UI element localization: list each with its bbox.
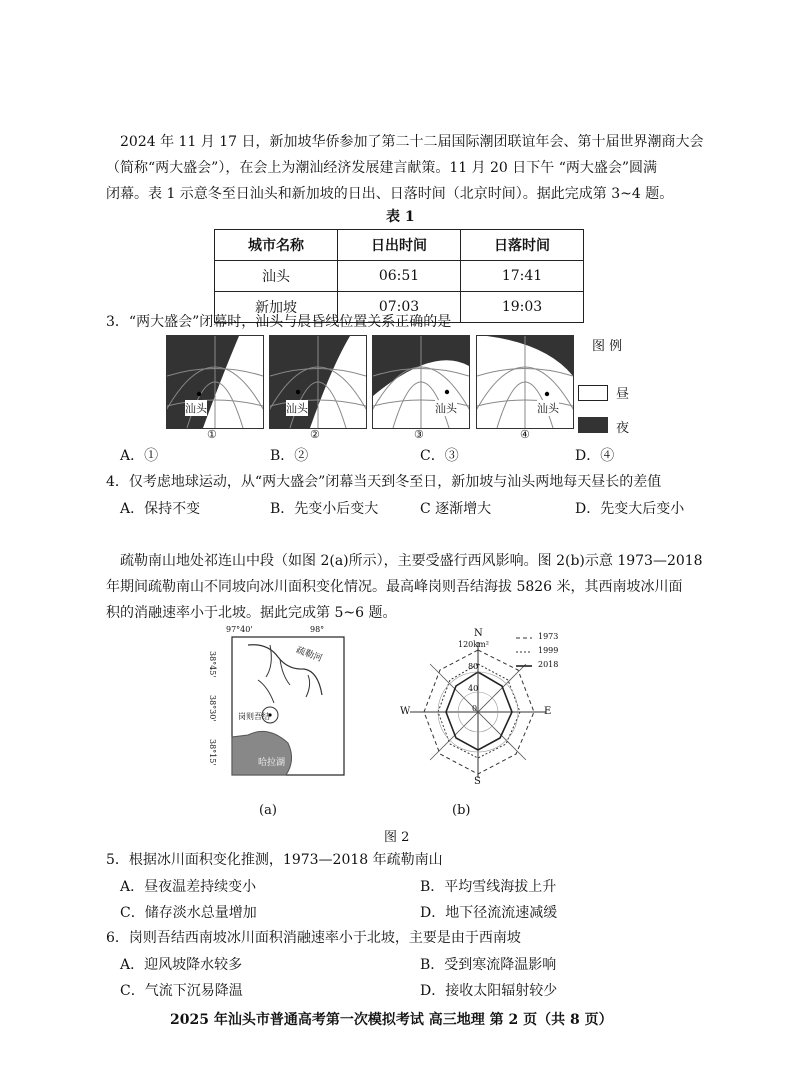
intro1-line2: （简称“两大盛会”），在会上为潮汕经济发展建言献策。11 月 20 日下午 “两大盛会”圆满 [106,160,658,176]
lon-label-1: 97°40' [226,625,253,634]
lat-label-1: 38°45' [208,651,217,678]
rose-east: E [544,706,552,717]
table1-caption: 表 1 [386,209,415,225]
lake-label: 哈拉湖 [258,758,286,768]
intro2-line1: 疏勒南山地处祁连山中段（如图 2(a)所示），主要受盛行西风影响。图 2(b)示意 1973—2018 [120,553,703,569]
rose-north: N [474,628,483,639]
rose-scale: 120km² [458,640,489,649]
rose-south: S [474,776,481,787]
q3-option-d[interactable]: D．④ [575,448,615,464]
shantou-label: 汕头 [286,402,308,415]
q3-option-b[interactable]: B．② [270,448,309,464]
lon-label-2: 98° [310,625,325,634]
table-header: 日落时间 [461,230,584,261]
table-row [215,261,584,292]
q6-option-c[interactable]: C．气流下沉易降温 [120,983,243,999]
q5-option-b[interactable]: B．平均雪线海拔上升 [420,879,557,895]
q3-option-a[interactable]: A．① [120,448,159,464]
table-header: 城市名称 [215,230,338,261]
globe-panel-3 [372,335,470,429]
q5-option-d[interactable]: D．地下径流流速减缓 [420,905,558,921]
table-header-row [215,230,584,261]
panel-label-3: ③ [414,428,424,441]
legend-day-swatch [578,385,608,401]
q4-option-b[interactable]: B．先变小后变大 [270,501,379,517]
legend-title: 图 例 [592,339,623,354]
q6-option-d[interactable]: D．接收太阳辐射较少 [420,983,558,999]
intro1-line1: 2024 年 11 月 17 日，新加坡华侨参加了第二十二届国际潮团联谊年会、第十届世界潮商大会 [120,134,704,150]
q3-option-c[interactable]: C．③ [420,448,459,464]
rose-tick: 80 [468,662,479,671]
figure-2a-label: (a) [259,803,277,818]
table1 [214,229,584,323]
globe-panel-1 [166,335,264,429]
panel-label-4: ④ [520,428,530,441]
page-footer: 2025 年汕头市普通高考第一次模拟考试 高三地理 第 2 页（共 8 页） [170,1012,613,1028]
figure-2a-map [208,625,348,785]
legend-night-label: 夜 [616,421,630,436]
panel-label-1: ① [207,428,217,441]
legend-day-label: 昼 [616,387,630,402]
q6-option-b[interactable]: B．受到寒流降温影响 [420,957,557,973]
panel-label-2: ② [310,428,320,441]
globe-panel-2 [269,335,367,429]
q4-option-c[interactable]: C 逐渐增大 [420,501,492,517]
table-cell: 06:51 [338,261,461,292]
legend-night-swatch [578,417,608,433]
q5-option-a[interactable]: A．昼夜温差持续变小 [120,879,257,895]
globe-panel-4 [476,335,574,429]
table-cell: 新加坡 [215,292,338,323]
table-cell: 汕头 [215,261,338,292]
rose-tick: 40 [468,684,479,693]
shantou-label: 汕头 [537,402,559,415]
q5-stem: 5．根据冰川面积变化推测，1973—2018 年疏勒南山 [106,852,443,868]
q3-stem: 3．“两大盛会”闭幕时，汕头与晨昏线位置关系正确的是 [106,314,452,330]
shantou-label: 汕头 [435,402,457,415]
rose-legend-1973: 1973 [538,632,559,641]
table-cell: 07:03 [338,292,461,323]
rose-west: W [400,706,411,717]
figure-2b-rose [396,628,576,788]
q4-option-d[interactable]: D．先变大后变小 [575,501,685,517]
intro2-line2: 年期间疏勒南山不同坡向冰川面积变化情况。最高峰岗则吾结海拔 5826 米，其西南坡冰川面 [106,579,683,595]
q6-option-a[interactable]: A．迎风坡降水较多 [120,957,243,973]
river-label: 疏勒河 [294,645,324,665]
table-header: 日出时间 [338,230,461,261]
q4-stem: 4．仅考虑地球运动，从“两大盛会”闭幕当天到冬至日，新加坡与汕头两地每天昼长的差值 [106,474,662,490]
table-cell: 19:03 [461,292,584,323]
q6-stem: 6．岗则吾结西南坡冰川面积消融速率小于北坡，主要是由于西南坡 [106,930,521,946]
peak-label: 岗则吾结 [238,712,270,721]
lat-label-2: 38°30' [208,695,217,722]
shantou-label: 汕头 [185,402,207,415]
figure-2b-label: (b) [452,803,471,818]
q4-option-a[interactable]: A．保持不变 [120,501,201,517]
rose-legend-1999: 1999 [538,646,559,655]
lat-label-3: 38°15' [208,739,217,766]
intro2-line3: 积的消融速率小于北坡。据此完成第 5~6 题。 [106,605,397,621]
rose-legend-2018: 2018 [538,660,559,669]
q5-option-c[interactable]: C．储存淡水总量增加 [120,905,257,921]
table-cell: 17:41 [461,261,584,292]
intro1-line3: 闭幕。表 1 示意冬至日汕头和新加坡的日出、日落时间（北京时间）。据此完成第 3~4 题。 [106,186,674,202]
figure-2-caption: 图 2 [384,830,410,845]
rose-tick: 0 [472,704,478,713]
